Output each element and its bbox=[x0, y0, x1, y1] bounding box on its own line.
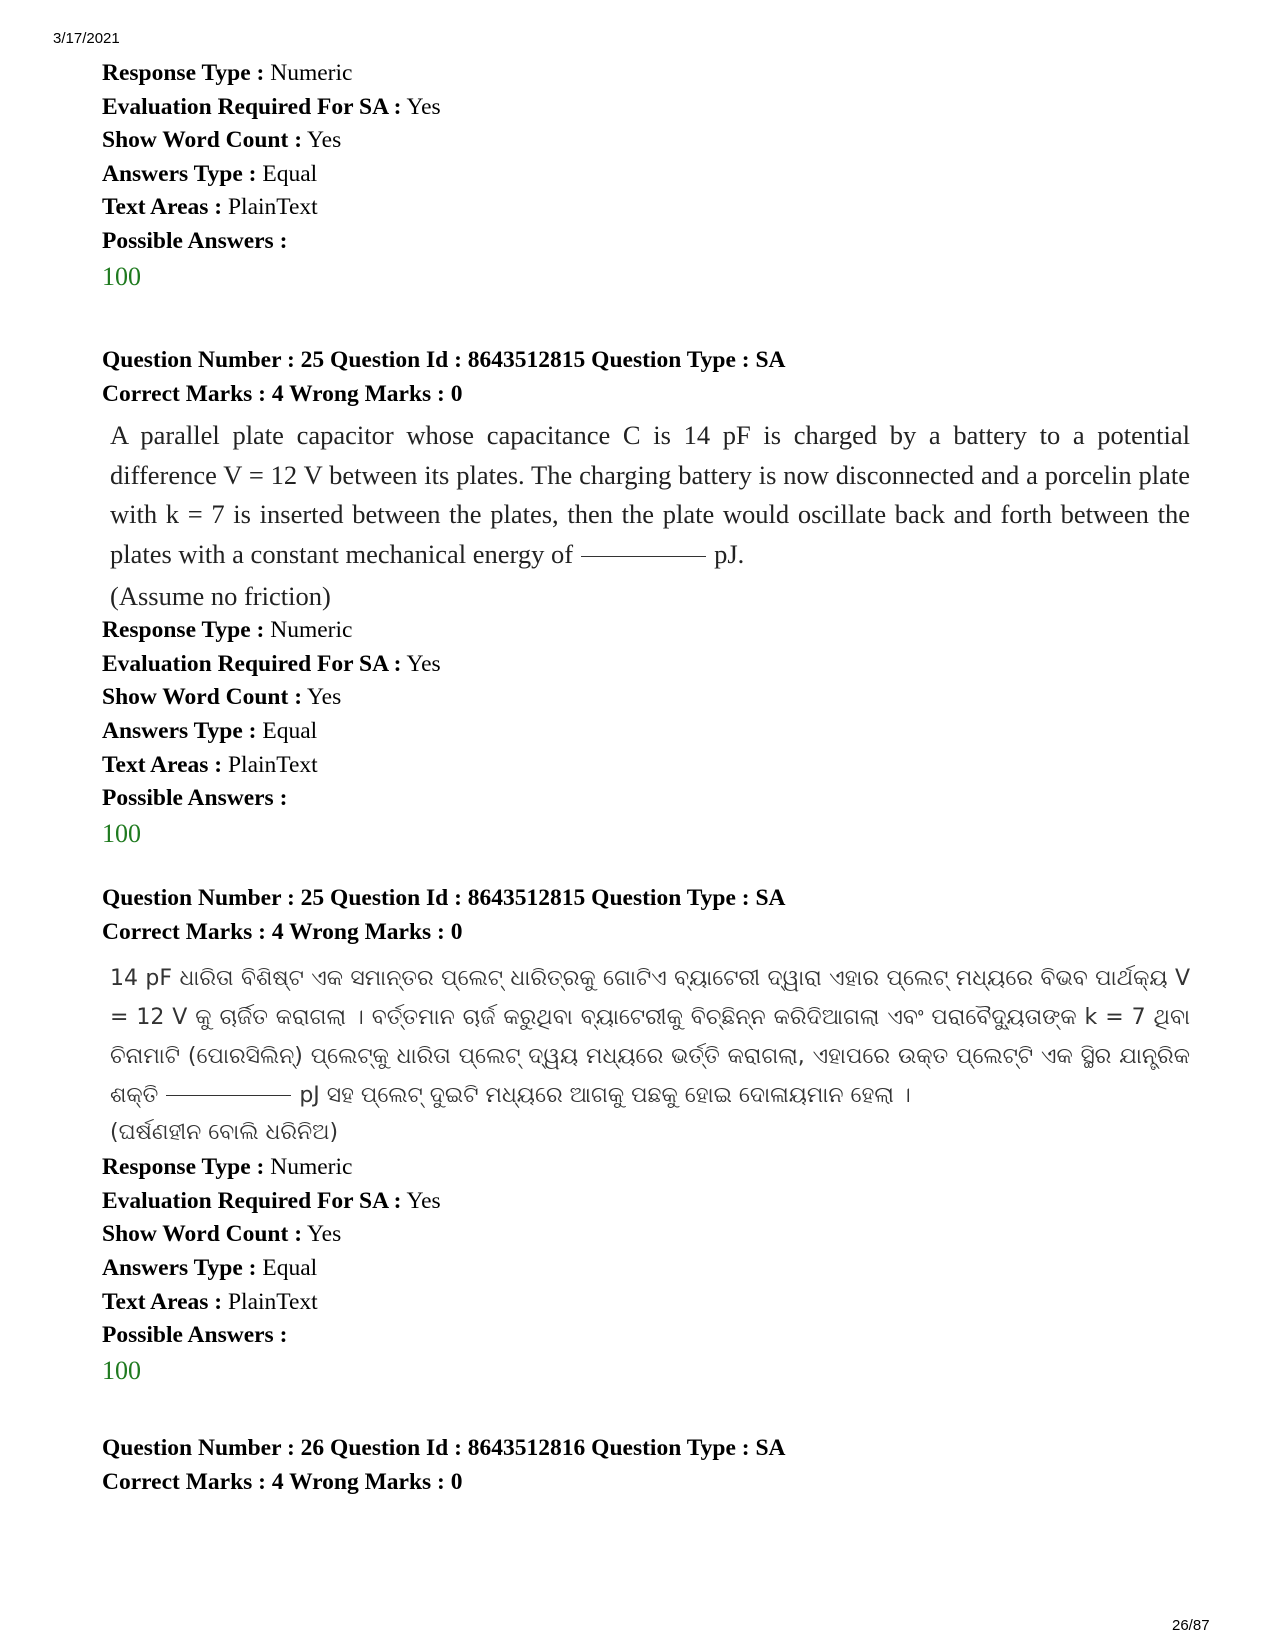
word-count-row: Show Word Count : Yes bbox=[102, 684, 342, 711]
question-note: (Assume no friction) bbox=[110, 581, 331, 612]
text-areas-row: Text Areas : PlainText bbox=[102, 194, 318, 221]
print-date: 3/17/2021 bbox=[53, 30, 120, 47]
question-text: A parallel plate capacitor whose capacitance C is 14 pF is charged by a battery to a potential difference V = 12 V between its plates. The charging battery is now disconnected and a porcelin plate with k = 7 is inserted between the plates, then the plate would oscillate back and forth between the plates with a constant mechanical energy of pJ. bbox=[110, 420, 1190, 569]
question-26 bbox=[102, 1432, 1192, 1499]
question-heading: Question Number : 25 Question Id : 8643512815 Question Type : SA bbox=[102, 885, 786, 911]
previous-question-details bbox=[102, 57, 1192, 295]
question-note: (ଘର୍ଷଣହୀନ ବୋଲି ଧରିନିଅ) bbox=[110, 1120, 339, 1146]
evaluation-row: Evaluation Required For SA : Yes bbox=[102, 93, 441, 120]
text-areas-row: Text Areas : PlainText bbox=[102, 1288, 318, 1315]
answer-blank bbox=[166, 1095, 291, 1096]
question-marks: Correct Marks : 4 Wrong Marks : 0 bbox=[102, 380, 463, 407]
possible-answer-value: 100 bbox=[102, 261, 141, 291]
answers-type-row: Answers Type : Equal bbox=[102, 160, 318, 187]
evaluation-row: Evaluation Required For SA : Yes bbox=[102, 1187, 441, 1214]
word-count-row: Show Word Count : Yes bbox=[102, 1221, 342, 1248]
question-marks: Correct Marks : 4 Wrong Marks : 0 bbox=[102, 918, 463, 945]
response-type-row: Response Type : Numeric bbox=[102, 60, 353, 86]
answer-blank bbox=[581, 556, 706, 557]
response-type-row: Response Type : Numeric bbox=[102, 617, 353, 644]
page-number: 26/87 bbox=[1172, 1617, 1210, 1634]
possible-answer-value: 100 bbox=[102, 1355, 141, 1385]
possible-answer-value: 100 bbox=[102, 818, 141, 848]
question-25-english bbox=[102, 344, 1192, 852]
answers-type-row: Answers Type : Equal bbox=[102, 717, 318, 744]
possible-answers-row: Possible Answers : bbox=[102, 785, 288, 812]
evaluation-row: Evaluation Required For SA : Yes bbox=[102, 650, 441, 677]
response-type-row: Response Type : Numeric bbox=[102, 1154, 353, 1181]
question-heading: Question Number : 26 Question Id : 8643512816 Question Type : SA bbox=[102, 1435, 786, 1461]
text-areas-row: Text Areas : PlainText bbox=[102, 751, 318, 778]
question-text: 14 pF ଧାରିତା ବିଶିଷ୍ଟ ଏକ ସମାନ୍ତର ପ୍ଲେଟ୍ ଧାରିତ୍ରକୁ ଗୋଟିଏ ବ୍ୟାଟେରୀ ଦ୍ୱାରା ଏହାର ପ୍ଲେଟ୍ ମଧ୍ୟରେ ବିଭବ ପାର୍ଥକ୍ୟ V = 12 V କୁ ଚାର୍ଜିତ କରାଗଲା । ବର୍ତ୍ତମାନ ଚାର୍ଜ କରୁଥିବା ବ୍ୟାଟେରୀକୁ ବିଚ୍ଛିନ୍ନ କରିଦିଆଗଲା ଏବଂ ପରାବୈଦ୍ୟୁତାଙ୍କ k = 7 ଥିବା ଚିନାମାଟି (ପୋରସିଲିନ୍) ପ୍ଲେଟ୍‌କୁ ଧାରିତା ପ୍ଲେଟ୍ ଦ୍ୱୟ ମଧ୍ୟରେ ଭର୍ତ୍ତି କରାଗଲା, ଏହାପରେ ଉକ୍ତ ପ୍ଲେଟ୍‌ଟି ଏକ ସ୍ଥିର ଯାନ୍ତ୍ରିକ ଶକ୍ତି pJ ସହ ପ୍ଲେଟ୍ ଦୁଇଟି ମଧ୍ୟରେ ଆଗକୁ ପଛକୁ ହୋଇ ଦୋଳାୟମାନ ହେଲା । bbox=[110, 966, 1190, 1109]
question-marks: Correct Marks : 4 Wrong Marks : 0 bbox=[102, 1468, 463, 1495]
question-25-odia bbox=[102, 882, 1192, 1389]
possible-answers-row: Possible Answers : bbox=[102, 227, 288, 254]
possible-answers-row: Possible Answers : bbox=[102, 1322, 288, 1349]
word-count-row: Show Word Count : Yes bbox=[102, 127, 342, 154]
question-heading: Question Number : 25 Question Id : 8643512815 Question Type : SA bbox=[102, 347, 786, 373]
answers-type-row: Answers Type : Equal bbox=[102, 1254, 318, 1281]
